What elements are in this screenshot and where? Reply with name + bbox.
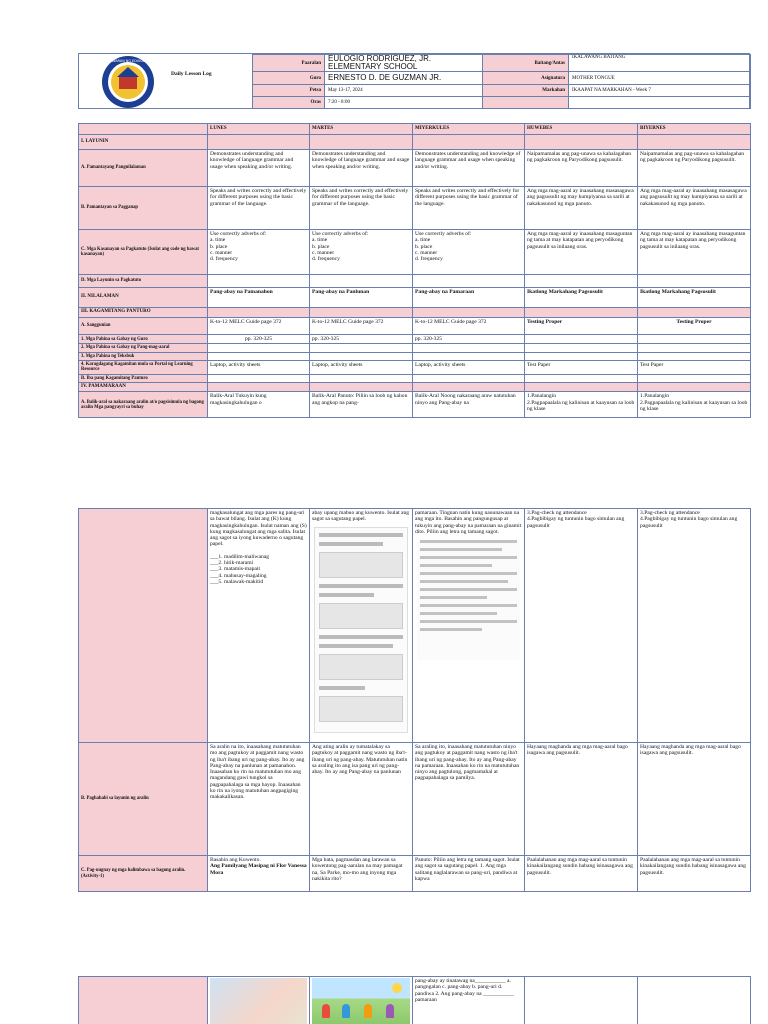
quarter-value: IKAAPAT NA MARKAHAN - Week 7 <box>569 85 751 97</box>
cell-sanggunian-wed: K-to-12 MELC Guide page 372 <box>413 318 525 335</box>
cell-p2-r3-fri: Paalalahanan ang mga mag-aaral sa tuntunin kinakailangang sundin habang isinasagawa ang pagsusulit. <box>638 856 751 892</box>
row-label-balik-aral: A. Balik-aral sa nakaraang aralin at/o pagsisimula ng bagong aralin Mga pangyayri sa buhay <box>79 392 208 418</box>
header-box <box>78 53 750 109</box>
cell-c-thu: Ang mga mag-aaral ay inaasahang masaguntan ng tama at may katapatan ang peryodikong pagsusulit sa inilaang oras. <box>525 230 638 275</box>
row-label-blank-p2 <box>79 509 208 743</box>
cell-balik-aral-wed: Balik-Aral Noong nakaraang araw natutuhan ninyo ang Pang-abay na <box>413 392 525 418</box>
day-header-tue: MARTES <box>310 124 413 135</box>
cell-b-fri: Ang mga mag-aaral ay inaasahang masasagawa ang pagsusulit ng may kumpiyansa sa sarili at nakakasunod ng mga panuto. <box>638 187 751 230</box>
cell-p2-r3-wed: Panuto: Piliin ang letra ng tamang sagot. Isulat ang sagot sa sagutang papel. 1. Ang mga salitang naglalarawan sa pang-uri, pandiwa at kapwa <box>413 856 525 892</box>
cell-kagamitan-fri: Test Paper <box>638 360 751 374</box>
day-header-thu: HUWEBES <box>525 124 638 135</box>
quarter-label: Markahan <box>483 85 569 97</box>
cell-balik-aral-fri: 1.Panalangin 2.Pagpapaalala ng kalinisan at kaayusan sa loob ng klase <box>638 392 751 418</box>
cell-c-wed: Use correctly adverbs of: a. time b. place c. manner d. frequency <box>413 230 525 275</box>
lesson-log-table <box>78 123 751 418</box>
cell-a-thu: Naipamamalas ang pag-unawa sa kahalagahan ng pagkakroon ng Paryodikong pagsusulit. <box>525 150 638 187</box>
cell-p2-r2-tue: Ang ating aralin ay tumatalakay sa pagtukoy at paggamit nang wasto ng iba't-ibang uri ng pang-abay. Matututuhan natin sa araling ito ang isa pang uri ng pang-abay. Ito ay ang Pang-abay na panlunan <box>310 743 413 856</box>
blank-value <box>569 97 751 109</box>
cell-p2-r1-wed: pamaraan. Tingnan natin kung nauunawaan na ang mga ito. Basahin ang pangungusap at tukuyin ang pang-abay na pamaraan na ginamit dito. Piliin ang letra ng tamang sagot. <box>413 509 525 743</box>
cell-p3-mon <box>208 977 310 1024</box>
cell-p2-r2-fri: Hayaang maghanda ang mga mag-aaral bago isagawa ang pagsusulit. <box>638 743 751 856</box>
cell-kagamitan-mon: Laptop, activity sheets <box>208 360 310 374</box>
row-label-sanggunian: A. Sanggunian <box>79 318 208 335</box>
cell-sanggunian-thu: Testing Proper <box>525 318 638 335</box>
blank-label <box>483 97 569 109</box>
row-label-kasanayan: C. Mga Kasanayan sa Pagkatuto (Isulat ang code ng bawat kasanayan) <box>79 230 208 275</box>
subject-value: MOTHER TONGUE <box>569 72 751 85</box>
cell-p2-r1-mon: magkasalungat ang mga pares ng pang-uri sa bawat bilang. Isulat ang (K) kung magkasingkahulugan. Isulat naman ang (S) kung magkasalungat ang mga salita. Isulat ang sagot sa iyong kuwaderno o sagutang papel. ___1. madilim-maliwanag ___2. hitik-marami ___3. matamis-mapait ___4. mahusay-magaling ___5. malawak-makitid <box>208 509 310 743</box>
row-label-pag-uugnay: C. Pag-uugnay ng mga halimbawa sa bagong aralin. (Activity-1) <box>79 856 208 892</box>
daily-lesson-log-label: Daily Lesson Log <box>171 71 212 77</box>
cell-balik-aral-tue: Balik-Aral Panuto: Piliin sa loob ng kahon ang angkop na pang- <box>310 392 413 418</box>
row-label-gabay-guro: 1. Mga Pahina sa Gabay ng Guro <box>79 335 208 344</box>
cell-nilalaman-thu: Ikatlong Markahang Pagsusulit <box>525 288 638 308</box>
cell-p2-r3-tue: Mga bata, pagmasdan ang larawan sa kuwentong pag-aaralan na may pamagat na, Sa Parke, mo-mo ang inyong mga nakikita rito? <box>310 856 413 892</box>
cell-nilalaman-fri: Ikatlong Markahang Pagsusulit <box>638 288 751 308</box>
section-nilalaman: II. NILALAMAN <box>79 288 208 308</box>
cell-b-tue: Speaks and writes correctly and effectively for different purposes using the basic grammar of the language. <box>310 187 413 230</box>
cell-p2-r1-fri: 3.Pag-check ng attendance 4.Pagbibigay ng tuntunin bago simulan ang pagsusulit <box>638 509 751 743</box>
cell-c-mon: Use correctly adverbs of: a. time b. place c. manner d. frequency <box>208 230 310 275</box>
cell-p2-r2-thu: Hayaang maghanda ang mga mag-aaral bago isagawa ang pagsusulit. <box>525 743 638 856</box>
cell-sanggunian-fri: Testing Proper <box>638 318 751 335</box>
cell-kagamitan-tue: Laptop, activity sheets <box>310 360 413 374</box>
school-value: EULOGIO RODRIGUEZ, JR. ELEMENTARY SCHOOL <box>325 55 483 72</box>
cell-kagamitan-wed: Laptop, activity sheets <box>413 360 525 374</box>
cell-c-fri: Ang mga mag-aaral ay inaasahang masaguntan ng tama at may katapatan ang peryodikong pagsusulit sa inilaang oras. <box>638 230 751 275</box>
header-info-grid <box>252 54 751 109</box>
teacher-value: ERNESTO D. DE GUZMAN JR. <box>325 72 483 85</box>
cell-p2-r1-tue: abay upang mabuo ang kuwento. Isulat ang sagot sa sagutang papel. <box>310 509 413 743</box>
corner-cell <box>79 124 208 135</box>
deped-seal-icon <box>101 55 155 109</box>
row-label-teksbuk: 3. Mga Pahina ng Teksbuk <box>79 352 208 360</box>
cell-p3-wed: pang-abay ay tinatawag na___________ a. pangngalan c. pang-abay b. pang-uri d. pandiwa 2. Ang pang-abay na ___________ pamaraan <box>413 977 525 1024</box>
park-cartoon-image <box>312 978 410 1024</box>
lesson-log-table-page-2 <box>78 508 751 892</box>
cell-sanggunian-mon: K-to-12 MELC Guide page 372 <box>208 318 310 335</box>
cell-nilalaman-wed: Pang-abay na Pamaraan <box>413 288 525 308</box>
row-label-iba-pang-kagamitan: B. Iba pang Kagamitang Panturo <box>79 374 208 382</box>
cell-sanggunian-tue: K-to-12 MELC Guide page 372 <box>310 318 413 335</box>
time-label: Oras <box>253 97 325 109</box>
school-label: Paaralan <box>253 55 325 72</box>
grade-value: IKALAWANG BAITANG <box>569 55 751 72</box>
worksheet-image <box>314 527 408 733</box>
subject-label: Asignatura <box>483 72 569 85</box>
date-label: Petsa <box>253 85 325 97</box>
grade-label: Baitang/Antas <box>483 55 569 72</box>
cell-p3-tue <box>310 977 413 1024</box>
row-label-gabay-mag-aaral: 2. Mga Pahina sa Gabay ng Pang-mag-aaral <box>79 344 208 352</box>
row-label-blank-p3 <box>79 977 208 1024</box>
time-value: 7:20 - 8:00 <box>325 97 483 109</box>
cell-balik-aral-mon: Balik-Aral Tukuyin kung magkasingkahulugan o <box>208 392 310 418</box>
cell-p2-r3-thu: Paalalahanan ang mga mag-aaral sa tuntunin kinakailangang sundin habang isinasagawa ang pagsusulit. <box>525 856 638 892</box>
teacher-label: Guro <box>253 72 325 85</box>
seal-lettering: KAGAWARAN NG EDUKASYON <box>102 59 154 63</box>
lesson-log-table-page-3 <box>78 976 751 1024</box>
cell-a-tue: Demonstrates understanding and knowledge of language grammar and usage when speaking and/or writing. <box>310 150 413 187</box>
cell-b-wed: Speaks and writes correctly and effectively for different purposes using the basic grammar of the language. <box>413 187 525 230</box>
cell-gabay-tue: pp. 320-325 <box>310 335 413 344</box>
quiz-image <box>417 540 520 660</box>
cell-nilalaman-mon: Pang-abay na Pamanahon <box>208 288 310 308</box>
row-label-pamantayang-pangnilalaman: A. Pamantayang Pangnilalaman <box>79 150 208 187</box>
day-header-wed: MIYERKULES <box>413 124 525 135</box>
cell-a-mon: Demonstrates understanding and knowledge of language grammar and usage when speaking and/or writing. <box>208 150 310 187</box>
cell-gabay-mon: pp. 320-325 <box>208 335 310 344</box>
cell-b-thu: Ang mga mag-aaral ay inaasahang masasagawa ang pagsusulit ng may kumpiyansa sa sarili at nakakasunod ng mga panuto. <box>525 187 638 230</box>
cell-a-wed: Demonstrates understanding and knowledge of language grammar and usage when speaking and/or writing. <box>413 150 525 187</box>
cell-a-fri: Naipamamalas ang pag-unawa sa kahalagahan ng pagkakroon ng Paryodikong pagsusulit. <box>638 150 751 187</box>
section-layunin: I. LAYUNIN <box>79 135 208 150</box>
cell-gabay-wed: pp. 320-325 <box>413 335 525 344</box>
cell-balik-aral-thu: 1.Panalangin 2.Pagpapaalala ng kalinisan at kaayusan sa loob ng klase <box>525 392 638 418</box>
family-photo-image <box>210 978 307 1024</box>
date-value: May 13-17, 2024 <box>325 85 483 97</box>
section-pamamaraan: IV. PAMAMARAAN <box>79 383 208 392</box>
cell-nilalaman-tue: Pang-abay na Panlunan <box>310 288 413 308</box>
cell-c-tue: Use correctly adverbs of: a. time b. place c. manner d. frequency <box>310 230 413 275</box>
cell-b-mon: Speaks and writes correctly and effectively for different purposes using the basic grammar of the language. <box>208 187 310 230</box>
cell-kagamitan-thu: Test Paper <box>525 360 638 374</box>
row-label-paghahabi: B. Paghahabi sa layunin ng aralin <box>79 743 208 856</box>
cell-p2-r2-mon: Sa aralin na ito, inaasahang matututuhan mo ang pagtukoy at paggamit nang wasto ng iba't ibang uri ng pang-abay. Ito ay ang Pang-abay na panlunan at pamanahon. Inaasahan ko rin na matututuhan mo ang magandang gawi tungkol sa pagpapahalaga sa mga hayop. Inaasahan ko rin na iyong matutuhan angpagiging makakalikasan. <box>208 743 310 856</box>
cell-p2-r2-wed: Sa araling ito, inaasahang matututuhan ninyo ang pagtukoy at paggamit nang wasto ng iba't ibang uri ng pang-abay. Ito ay ang Pang-abay na pamaraan. Inaasahan ko rin na matututuhan ninyo ang pagtulong, pagmamahal at pagpapahalaga sa pamilya. <box>413 743 525 856</box>
cell-p2-r3-mon: Basahin ang Kuwento. Ang Pamilyang Masipag ni Flor Vanessa Mora <box>208 856 310 892</box>
day-header-fri: BIYERNES <box>638 124 751 135</box>
cell-p2-r1-thu: 3.Pag-check ng attendance 4.Pagbibigay ng tuntunin bago simulan ang pagsusulit <box>525 509 638 743</box>
day-header-mon: LUNES <box>208 124 310 135</box>
row-label-pamantayan-sa-pagganap: B. Pamantayan sa Pagganap <box>79 187 208 230</box>
section-kagamitan: III. KAGAMITANG PANTURO <box>79 308 208 318</box>
row-label-karagdagang-kagamitan: 4. Karagdagang Kagamitan mula sa Portal ng Learning Resource <box>79 360 208 374</box>
row-label-layunin-sa-pagkatuto: D. Mga Layunin sa Pagkatuto <box>79 275 208 288</box>
